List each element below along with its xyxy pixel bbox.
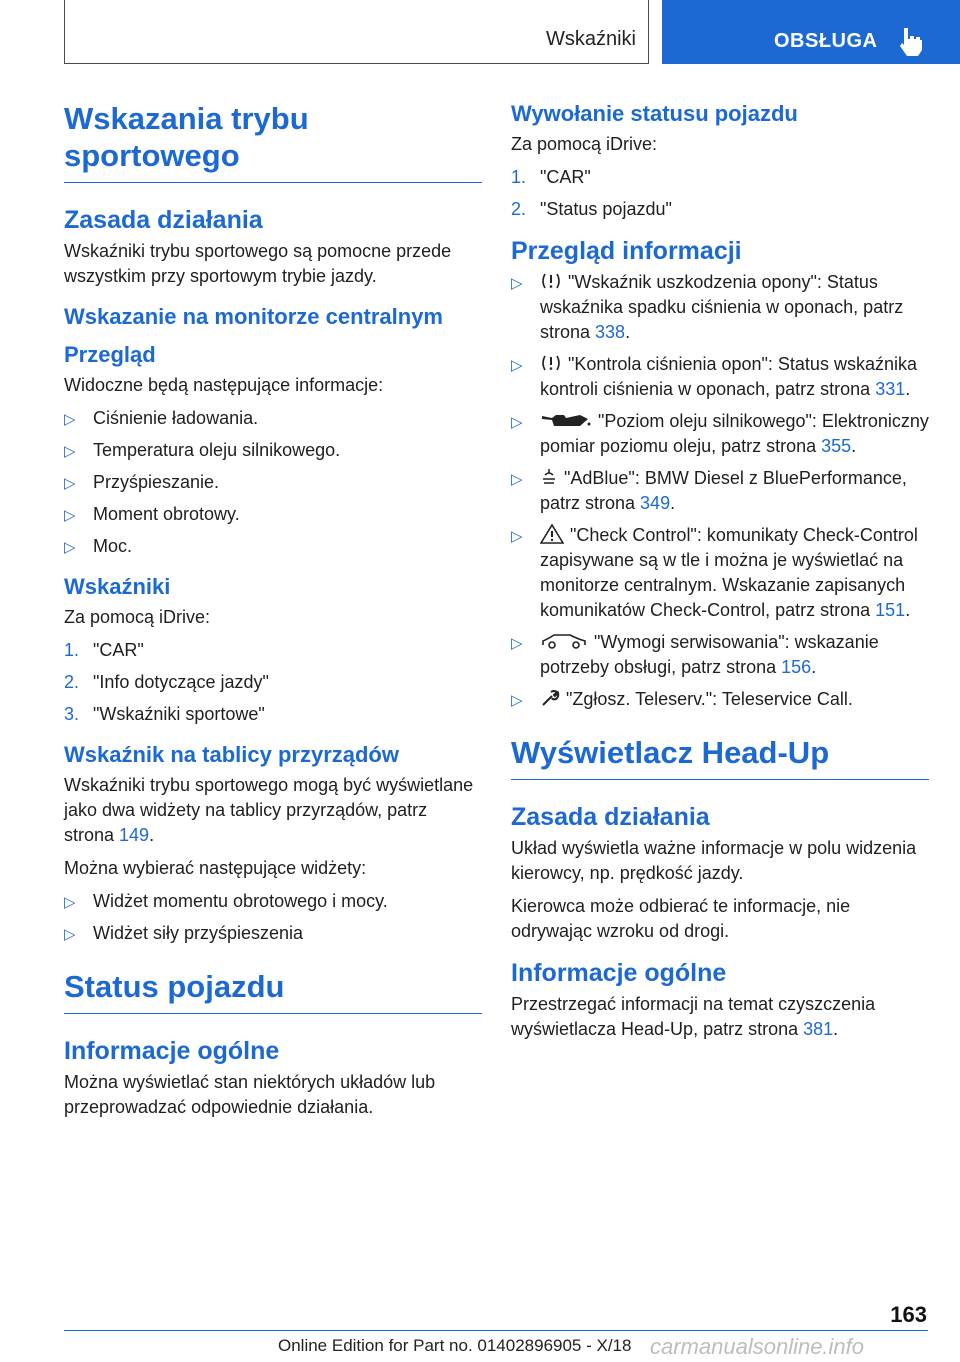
list-item: ▷ "Wymogi serwisowania": wskazanie potrzeby obsługi, patrz strona 156. bbox=[511, 632, 879, 677]
zasada-text: Wskaźniki trybu sportowego są pomocne przede wszystkim przy sportowym trybie jazdy. bbox=[64, 241, 452, 286]
list-item: 2. "Status pojazdu" bbox=[511, 199, 672, 219]
wrench-icon bbox=[540, 688, 560, 708]
title-sport-mode: Wskazania trybu sportowego bbox=[64, 100, 482, 183]
list-item: ▷ "AdBlue": BMW Diesel z BluePerformance, patrz strona 349. bbox=[511, 468, 907, 513]
wskazniki-intro: Za pomocą iDrive: bbox=[64, 607, 211, 627]
tire-pressure-icon bbox=[540, 353, 562, 373]
hand-pointer-icon bbox=[894, 24, 928, 58]
wskazniki-steps bbox=[64, 638, 482, 727]
heading-przeglad-informacji: Przegląd informacji bbox=[511, 237, 742, 265]
title-head-up: Wyświetlacz Head-Up bbox=[511, 734, 929, 780]
heading-zasada: Zasada działania bbox=[64, 206, 263, 234]
list-item: ▷ Przyśpieszanie. bbox=[64, 472, 220, 492]
heading-monitor: Wskazanie na monitorze centralnym bbox=[64, 304, 443, 329]
header-section-box bbox=[64, 0, 649, 64]
widzety-intro: Można wybierać następujące widżety: bbox=[64, 858, 367, 878]
left-column bbox=[64, 100, 482, 1128]
info-list bbox=[511, 270, 929, 712]
tablica-text: Wskaźniki trybu sportowego mogą być wyświetlane jako dwa widżety na tablicy przyrządów, patrz strona 149. bbox=[64, 775, 474, 845]
list-item: ▷ Temperatura oleju silnikowego. bbox=[64, 440, 341, 460]
footer-divider bbox=[64, 1330, 928, 1331]
page-link[interactable]: 349 bbox=[640, 493, 671, 513]
page-link[interactable]: 156 bbox=[781, 657, 812, 677]
ogolne-text: Można wyświetlać stan niektórych układów lub przeprowadzać odpowiednie działania. bbox=[64, 1072, 436, 1117]
header-section-title: Wskaźniki bbox=[545, 28, 636, 50]
page-link[interactable]: 149 bbox=[119, 825, 150, 845]
list-item: ▷ "Zgłosz. Teleserv.": Teleservice Call. bbox=[511, 689, 853, 709]
list-item: 2. "Info dotyczące jazdy" bbox=[64, 672, 269, 692]
list-item: 1. "CAR" bbox=[511, 167, 591, 187]
car-service-icon bbox=[540, 631, 588, 651]
list-item: ▷ "Check Control": komunikaty Check-Control zapisywane są w tle i można je wyświetlać na monitorze centralnym. Wskazanie zapisanych komunikatów Check-Control, patrz strona 151. bbox=[511, 525, 918, 620]
page-link[interactable]: 381 bbox=[803, 1019, 834, 1039]
hud-ogolne-text: Przestrzegać informacji na temat czyszczenia wyświetlacza Head-Up, patrz strona 381. bbox=[511, 994, 876, 1039]
tire-damage-icon bbox=[540, 271, 562, 291]
list-item: ▷ Moment obrotowy. bbox=[64, 504, 240, 524]
warning-triangle-icon bbox=[540, 524, 564, 544]
hud-zasada-p1: Układ wyświetla ważne informacje w polu widzenia kierowcy, np. prędkość jazdy. bbox=[511, 838, 917, 883]
heading-przeglad: Przegląd bbox=[64, 342, 156, 367]
list-item: ▷ Widżet momentu obrotowego i mocy. bbox=[64, 891, 388, 911]
wywolanie-intro: Za pomocą iDrive: bbox=[511, 134, 658, 154]
oil-can-icon bbox=[540, 410, 592, 430]
heading-wskazniki: Wskaźniki bbox=[64, 574, 171, 599]
page-number: 163 bbox=[890, 1302, 927, 1327]
list-item: 3. "Wskaźniki sportowe" bbox=[64, 704, 265, 724]
right-column bbox=[511, 100, 929, 1050]
list-item: ▷ "Kontrola ciśnienia opon": Status wskaźnika kontroli ciśnienia w oponach, patrz strona 331. bbox=[511, 354, 917, 399]
page-link[interactable]: 151 bbox=[875, 600, 906, 620]
heading-tablica: Wskaźnik na tablicy przyrządów bbox=[64, 742, 399, 767]
wywolanie-steps bbox=[511, 165, 929, 222]
przeglad-list bbox=[64, 406, 482, 559]
adblue-icon bbox=[540, 467, 558, 487]
list-item: ▷ Ciśnienie ładowania. bbox=[64, 408, 259, 428]
header-chapter-tab bbox=[662, 0, 960, 64]
heading-hud-zasada: Zasada działania bbox=[511, 803, 710, 831]
page-link[interactable]: 331 bbox=[875, 379, 906, 399]
heading-wywolanie: Wywołanie statusu pojazdu bbox=[511, 101, 798, 126]
list-item: ▷ "Poziom oleju silnikowego": Elektroniczny pomiar poziomu oleju, patrz strona 355. bbox=[511, 411, 929, 456]
heading-ogolne: Informacje ogólne bbox=[64, 1037, 280, 1065]
list-item: 1. "CAR" bbox=[64, 640, 144, 660]
list-item: ▷ Moc. bbox=[64, 536, 133, 556]
watermark: carmanualsonline.info bbox=[650, 1334, 865, 1359]
hud-zasada-p2: Kierowca może odbierać te informacje, nie odrywając wzroku od drogi. bbox=[511, 896, 851, 941]
header-chapter-title: OBSŁUGA bbox=[774, 30, 878, 52]
title-status-pojazdu: Status pojazdu bbox=[64, 968, 482, 1014]
heading-hud-ogolne: Informacje ogólne bbox=[511, 959, 727, 987]
list-item: ▷ "Wskaźnik uszkodzenia opony": Status wskaźnika spadku ciśnienia w oponach, patrz strona 338. bbox=[511, 272, 904, 342]
footer-edition: Online Edition for Part no. 01402896905 - X/18 bbox=[278, 1336, 632, 1355]
widzety-list bbox=[64, 889, 482, 946]
przeglad-intro: Widoczne będą następujące informacje: bbox=[64, 375, 384, 395]
list-item: ▷ Widżet siły przyśpieszenia bbox=[64, 923, 304, 943]
page-link[interactable]: 355 bbox=[821, 436, 852, 456]
page-link[interactable]: 338 bbox=[595, 322, 626, 342]
